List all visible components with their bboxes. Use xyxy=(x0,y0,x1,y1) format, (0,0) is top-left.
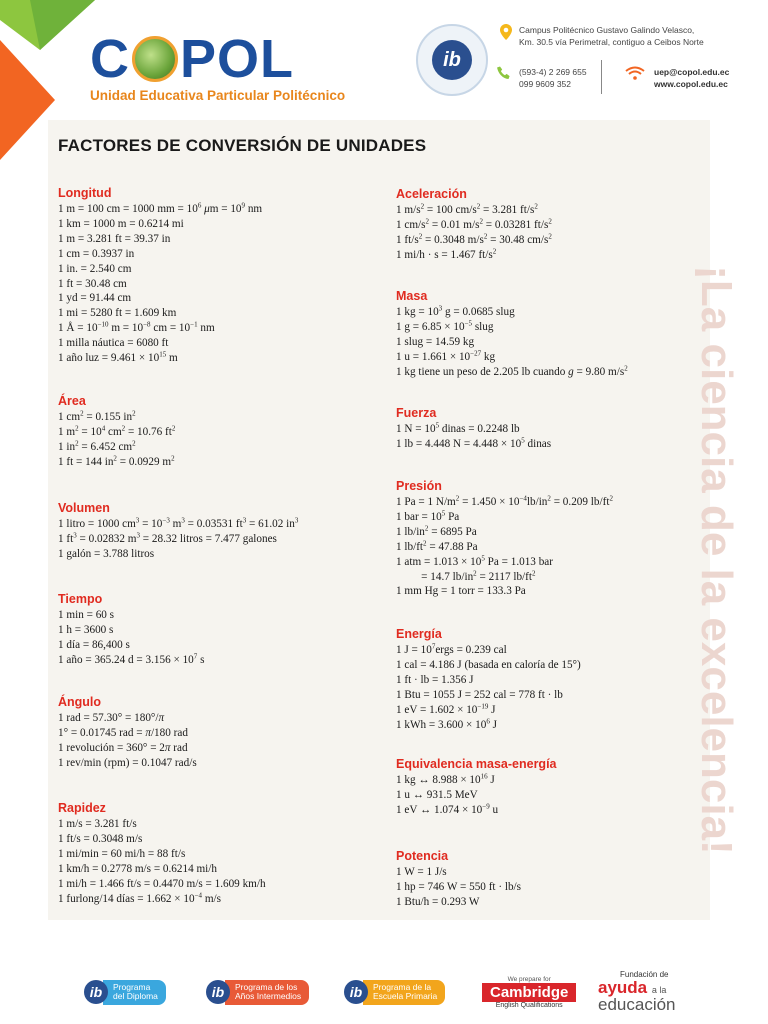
ib-logo-icon: ib xyxy=(344,980,368,1004)
conversion-line: 1 ft = 144 $in^2 = 0.0929$ $m^2$ xyxy=(58,453,175,468)
conversion-line: 1 km = 1000 m = 0.6214 mi xyxy=(58,217,184,230)
conversion-line: 1 km/h = 0.2778 m/s = 0.6214 mi/h xyxy=(58,862,217,875)
location-pin-icon xyxy=(500,24,512,40)
badge-line-2: del Diploma xyxy=(113,991,158,1001)
conversion-line: 1 galón = 3.788 litros xyxy=(58,547,155,560)
badge-label xyxy=(103,980,166,1005)
conversion-line: 1 día = 86,400 s xyxy=(58,638,130,651)
ib-seal-mark: ib xyxy=(432,40,472,80)
section-right-0 xyxy=(396,186,552,263)
section-heading: Potencia xyxy=(396,849,449,863)
conversion-line: 1 in. = 2.540 cm xyxy=(58,262,132,275)
conversion-line: 1 kg = $10^3$ g = 0.0685 slug xyxy=(396,304,515,318)
conversion-line: 1 cm = 0.3937 in xyxy=(58,247,135,260)
conversion-line: 1 año luz = $9.461 \times 10^{15}$ m xyxy=(58,350,178,365)
conversion-line: 1 eV ↔ $1.074 \times 10^{-9}$ u xyxy=(396,802,499,816)
footer-badge-primaria[interactable] xyxy=(344,972,445,1012)
conversion-line: 1 hp = 746 W = 550 ft · lb/s xyxy=(396,880,522,893)
section-right-3 xyxy=(396,478,613,599)
badge-line-2: Años Intermedios xyxy=(235,991,302,1001)
conversion-line: 1 slug = 14.59 kg xyxy=(396,335,475,348)
section-left-4 xyxy=(58,694,197,771)
conversion-line: 1 furlong/14 días = $1.662 \times 10^{-4}$ m/s xyxy=(58,890,222,905)
conversion-line: 1 bar = $10^5$ Pa xyxy=(396,509,460,523)
conversion-line: 1 mi/h · s = 1.467 $ft/s^2$ xyxy=(396,246,497,261)
logo-tagline: Unidad Educativa Particular Politécnico xyxy=(90,88,346,103)
fundacion-ayuda: ayuda xyxy=(598,978,648,997)
email-link[interactable]: uep@copol.edu.ec xyxy=(654,67,730,77)
conversion-line: 1 año = 365.24 $d = 3.156 \times 10^7$ s xyxy=(58,651,205,666)
conversion-line: 1 atm = $1.013 \times 10^5$ Pa = 1.013 bar xyxy=(396,553,553,568)
website-link[interactable]: www.copol.edu.ec xyxy=(654,79,728,89)
conversion-line: 1 min = 60 s xyxy=(58,609,115,621)
ib-logo-icon: ib xyxy=(84,980,108,1004)
conversion-line: 1 rev/min (rpm) = 0.1047 rad/s xyxy=(58,756,197,769)
conversion-line: 1 $lb/ft^2 = 47.88$ Pa xyxy=(396,538,478,553)
address-block xyxy=(519,24,704,48)
cambridge-bottom: English Qualifications xyxy=(495,1001,563,1009)
conversion-line: 1 yd = 91.44 cm xyxy=(58,292,132,305)
conversion-line: 1 W = 1 J/s xyxy=(396,866,447,878)
fundacion-ala: a la xyxy=(651,985,667,995)
conversion-line: 1 ft/s = 0.3048 m/s xyxy=(58,832,143,845)
conversion-line: 1 ft · lb = 1.356 J xyxy=(396,673,474,686)
conversion-line: 1 litro = 1000 $cm^3 = 10^{-3}$ $m^3 = 0.03531$ $ft^3 = 61.02$ $in^3$ xyxy=(58,516,299,530)
section-heading: Longitud xyxy=(58,186,112,200)
conversion-line: 1 mi/h = 1.466 ft/s = 0.4470 m/s = 1.609 km/h xyxy=(58,877,266,890)
badge-line-1: Programa de la xyxy=(373,981,432,992)
conversion-line: 1° = 0.01745 rad = π/180 rad xyxy=(58,726,188,739)
footer-badge-intermedios[interactable] xyxy=(206,972,309,1012)
cambridge-name: Cambridge xyxy=(482,983,576,1002)
conversion-line: 1 Btu/h = 0.293 W xyxy=(396,895,480,908)
conversion-line: 1 m = 3.281 ft = 39.37 in xyxy=(58,232,171,245)
section-heading: Fuerza xyxy=(396,406,437,420)
fundacion-top: Fundación de xyxy=(620,970,669,979)
conversion-line: 1 $J = 10^7ergs = 0.239$ cal xyxy=(396,642,507,656)
phone-line-1[interactable]: (593-4) 2 269 655 xyxy=(519,67,587,77)
conversion-line: 1 m/s = 3.281 ft/s xyxy=(58,818,137,830)
wifi-icon xyxy=(625,66,645,80)
conversion-line: 1 $m^2 = 10^4$ $cm^2 = 10.76$ $ft^2$ xyxy=(58,424,176,438)
ib-world-school-seal xyxy=(416,24,488,96)
section-left-5 xyxy=(58,800,266,906)
conversion-line: 1 $m/s^2 = 100$ $cm/s^2 = 3.281$ $ft/s^2$ xyxy=(396,202,538,216)
header-divider xyxy=(601,60,602,94)
section-heading: Área xyxy=(58,394,86,408)
conversion-line: 1 $u = 1.661 \times 10^{-27}$ kg xyxy=(396,348,496,363)
phone-icon xyxy=(497,66,511,80)
conversion-line: 1 $g = 6.85 \times 10^{-5}$ slug xyxy=(396,319,494,333)
conversion-line: 1 $lb/in^2 = 6895$ Pa xyxy=(396,524,477,538)
conversion-line: 1 lb = 4.448 $N = 4.448 \times 10^5$ dinas xyxy=(396,436,552,450)
logo-letter-c: C xyxy=(90,29,130,89)
badge-label xyxy=(363,980,445,1005)
section-right-1 xyxy=(396,288,628,380)
turtle-mascot-icon xyxy=(132,36,178,82)
section-left-1 xyxy=(58,393,175,470)
web-block xyxy=(654,66,729,90)
section-heading: Presión xyxy=(396,479,442,493)
conversion-line: 1 kWh = $3.600 \times 10^6$ J xyxy=(396,716,497,731)
conversion-line: 1 $N = 10^5$ dinas = 0.2248 lb xyxy=(396,421,520,435)
section-left-2 xyxy=(58,500,298,562)
address-line-1: Campus Politécnico Gustavo Galindo Velasco, xyxy=(519,25,695,35)
section-heading: Ángulo xyxy=(58,695,102,709)
section-heading: Energía xyxy=(396,627,442,641)
section-heading: Aceleración xyxy=(396,187,467,201)
sheet-title: FACTORES DE CONVERSIÓN DE UNIDADES xyxy=(58,136,427,155)
section-heading: Tiempo xyxy=(58,592,103,606)
conversion-line: = 14.7 $lb/in^2 = 2117$ $lb/ft^2$ xyxy=(396,568,536,583)
badge-line-2: Escuela Primaria xyxy=(373,991,438,1001)
address-line-2: Km. 30.5 vía Perimetral, contiguo a Ceibos Norte xyxy=(519,37,704,47)
section-right-4 xyxy=(396,626,581,732)
section-heading: Volumen xyxy=(58,501,110,515)
conversion-line: 1 milla náutica = 6080 ft xyxy=(58,337,169,350)
conversion-line: 1 u ↔ 931.5 MeV xyxy=(396,788,478,801)
conversion-line: 1 kg ↔ $8.988 \times 10^{16}$ J xyxy=(396,772,495,786)
section-heading: Masa xyxy=(396,289,428,303)
conversion-line: 1 cal = 4.186 J (basada en caloría de 15°) xyxy=(396,658,581,671)
section-right-2 xyxy=(396,405,551,452)
section-left-3 xyxy=(58,591,204,668)
section-heading: Equivalencia masa-energía xyxy=(396,757,557,771)
watermark-slogan: ¡La ciencia de la excelencia! xyxy=(692,265,741,855)
conversion-line: 1 mi/min = 60 mi/h = 88 ft/s xyxy=(58,847,186,860)
conversion-line: 1 $ft^3 = 0.02832$ $m^3 = 28.32$ litros = 7.477 galones xyxy=(58,531,277,545)
fundacion-educacion: educación xyxy=(598,995,676,1014)
conversion-line: 1 h = 3600 s xyxy=(58,623,114,636)
conversion-line: 1 $ft/s^2 = 0.3048$ $m/s^2 = 30.48$ $cm/s^2$ xyxy=(396,232,552,246)
conversion-line: 1 mm Hg = 1 torr = 133.3 Pa xyxy=(396,585,526,598)
conversion-line: 1 Å = $10^{-10}$ $m = 10^{-8}$ cm = $10^{-1}$ nm xyxy=(58,320,215,335)
conversion-line: 1 rad = 57.30° = 180°/π xyxy=(58,712,165,724)
ib-logo-icon: ib xyxy=(206,980,230,1004)
conversion-line: 1 eV = $1.602 \times 10^{-19}$ J xyxy=(396,701,496,716)
section-right-5 xyxy=(396,756,557,818)
footer-badge-diploma[interactable] xyxy=(84,972,166,1012)
cambridge-top: We prepare for xyxy=(507,975,551,983)
conversion-line: 1 m = 100 cm = 1000 mm = $10^6$ $\mu m = 10^9$ nm xyxy=(58,201,263,215)
conversion-line: 1 mi = 5280 ft = 1.609 km xyxy=(58,307,177,320)
phone-line-2[interactable]: 099 9609 352 xyxy=(519,79,571,89)
conversion-line: 1 $cm/s^2 = 0.01$ $m/s^2 = 0.03281$ $ft/s^2$ xyxy=(396,217,552,231)
badge-label xyxy=(225,980,309,1005)
conversion-line: 1 ft = 30.48 cm xyxy=(58,277,127,290)
conversion-line: 1 kg tiene un peso de 2.205 lb cuando g = 9.80 $m/s^2$ xyxy=(396,363,628,378)
copol-logo[interactable] xyxy=(90,29,346,103)
conversion-line: 1 revolución = 360° = 2π rad xyxy=(58,741,188,754)
conversion-line: 1 Pa = 1 $N/m^2 = 1.450 \times 10^{-4}lb/in^2 = 0.209$ $lb/ft^2$ xyxy=(396,494,613,508)
footer-cambridge-logo[interactable] xyxy=(482,972,576,1012)
conversion-line: 1 Btu = 1055 J = 252 cal = 778 ft · lb xyxy=(396,688,563,701)
conversion-line: 1 $in^2 = 6.452$ $cm^2$ xyxy=(58,439,136,453)
section-right-6 xyxy=(396,848,521,910)
phone-block xyxy=(519,66,587,90)
conversion-line: 1 $cm^2 = 0.155$ $in^2$ xyxy=(58,409,136,423)
badge-line-1: Programa xyxy=(113,981,151,992)
logo-letters-pol: POL xyxy=(180,29,295,89)
footer-fundacion-logo[interactable] xyxy=(598,972,676,1012)
badge-line-1: Programa de los xyxy=(235,981,298,992)
section-heading: Rapidez xyxy=(58,801,106,815)
section-left-0 xyxy=(58,185,262,366)
